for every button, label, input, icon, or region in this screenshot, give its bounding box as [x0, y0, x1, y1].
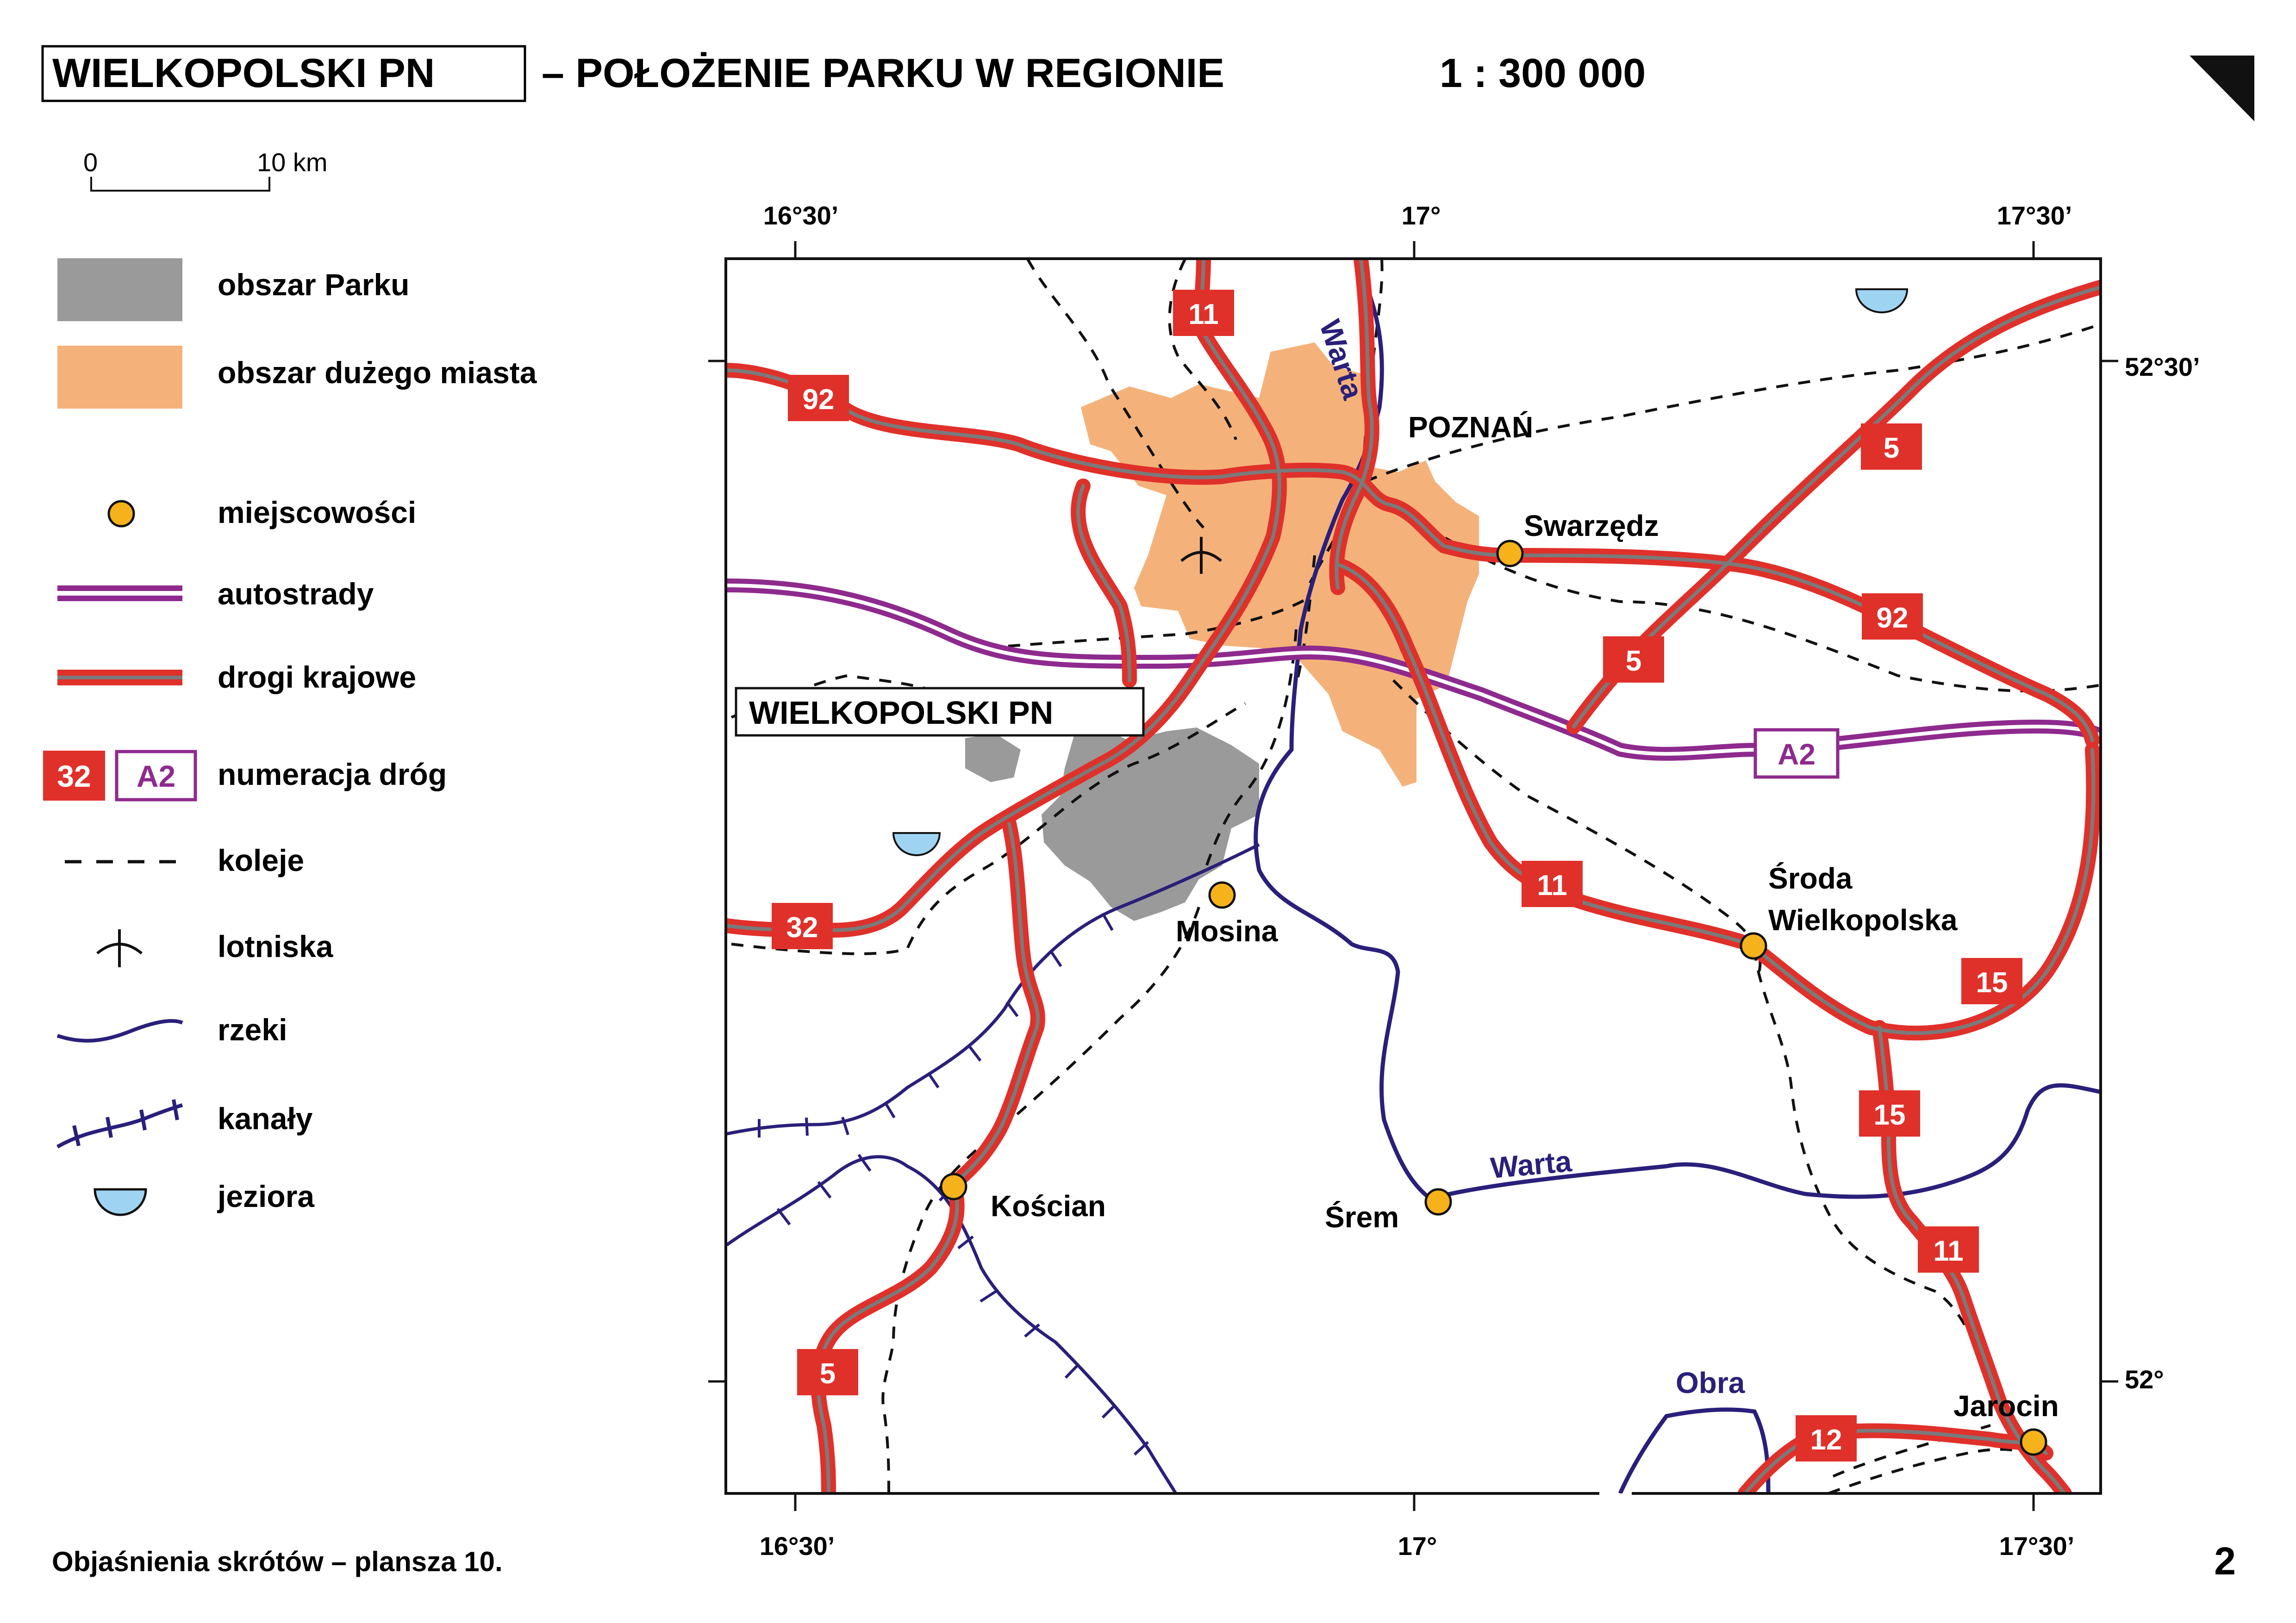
road-number: 15: [1976, 967, 2008, 999]
town-marker-sroda: [1741, 933, 1766, 958]
legend-city-swatch: [57, 346, 182, 409]
legend-road-label: drogi krajowe: [218, 660, 417, 694]
label-sroda-2: Wielkopolska: [1768, 903, 1958, 937]
footer-note: Objaśnienia skrótów – plansza 10.: [52, 1546, 503, 1577]
towns: [941, 541, 2046, 1455]
road-number: 92: [1876, 602, 1909, 634]
legend-park-label: obszar Parku: [218, 267, 410, 302]
legend-canal-icon: [57, 1100, 182, 1147]
bottom-coord-1730: 17°30’: [1999, 1531, 2075, 1561]
label-jarocin: Jarocin: [1953, 1389, 2059, 1423]
legend-canal-label: kanały: [218, 1101, 313, 1136]
label-mosina: Mosina: [1176, 914, 1278, 948]
lake-icon: [1856, 289, 1907, 312]
legend-town-icon: [109, 501, 134, 526]
legend-river-icon: [57, 1021, 182, 1041]
scale-start: 0: [83, 148, 98, 177]
road-number: 15: [1873, 1099, 1906, 1131]
legend-rail-label: koleje: [218, 843, 305, 877]
right-coord-52: 52°: [2125, 1365, 2164, 1394]
road-number: 32: [786, 912, 818, 944]
label-poznan: POZNAŃ: [1408, 410, 1534, 444]
scale-bar: [83, 148, 328, 192]
label-river-obra: Obra: [1676, 1366, 1745, 1399]
legend-motorway-number-sample: A2: [136, 759, 176, 793]
right-coord-5230: 52°30’: [2125, 352, 2200, 381]
page-title: – POŁOŻENIE PARKU W REGIONIE: [542, 50, 1224, 96]
legend-lake-label: jeziora: [218, 1179, 315, 1213]
map-scale: 1 : 300 000: [1440, 50, 1646, 96]
legend-numbering-label: numeracja dróg: [218, 757, 447, 791]
town-marker-koscian: [941, 1174, 966, 1199]
legend-road-number-sample: 32: [57, 759, 91, 793]
road-number: 92: [802, 384, 835, 416]
town-marker-jarocin: [2021, 1430, 2046, 1455]
legend-airport-icon: [97, 929, 142, 967]
label-river-warta-north: Warta: [1313, 316, 1370, 404]
road-number: 5: [1883, 432, 1900, 464]
lake-icon: [893, 833, 940, 855]
label-koscian: Kościan: [991, 1189, 1106, 1223]
motorway-number: A2: [1778, 738, 1816, 771]
top-coord-17: 17°: [1401, 201, 1441, 230]
legend-airport-label: lotniska: [218, 929, 333, 964]
legend: [43, 258, 537, 1215]
legend-town-label: miejscowości: [218, 495, 417, 529]
town-marker-srem: [1426, 1189, 1451, 1214]
road-number: 11: [1188, 298, 1219, 330]
bottom-coord-1630: 16°30’: [759, 1531, 835, 1561]
road-number: 12: [1810, 1424, 1842, 1456]
bottom-coord-17: 17°: [1398, 1531, 1437, 1561]
label-swarzedz: Swarzędz: [1524, 509, 1659, 542]
road-number: 5: [1625, 645, 1642, 677]
label-sroda-1: Środa: [1768, 862, 1853, 895]
label-river-warta-south: Warta: [1489, 1144, 1573, 1185]
road-number: 5: [819, 1358, 836, 1390]
legend-lake-icon: [95, 1189, 146, 1215]
legend-park-swatch: [57, 258, 182, 321]
road-number: 11: [1537, 870, 1567, 902]
page-number: 2: [2214, 1539, 2236, 1583]
town-marker-mosina: [1210, 883, 1235, 908]
corner-triangle-icon: [2190, 56, 2254, 121]
scale-end: 10 km: [257, 148, 328, 177]
top-coord-1730: 17°30’: [1997, 201, 2072, 230]
title-park-name: WIELKOPOLSKI PN: [52, 50, 435, 96]
top-coord-1630: 16°30’: [763, 201, 839, 230]
park-name-label: WIELKOPOLSKI PN: [749, 695, 1054, 731]
road-number: 11: [1933, 1235, 1964, 1267]
legend-river-label: rzeki: [218, 1013, 287, 1047]
label-srem: Śrem: [1325, 1200, 1399, 1234]
legend-motorway-label: autostrady: [218, 577, 374, 611]
town-marker-swarzedz: [1497, 541, 1522, 566]
legend-city-label: obszar dużego miasta: [218, 355, 537, 390]
